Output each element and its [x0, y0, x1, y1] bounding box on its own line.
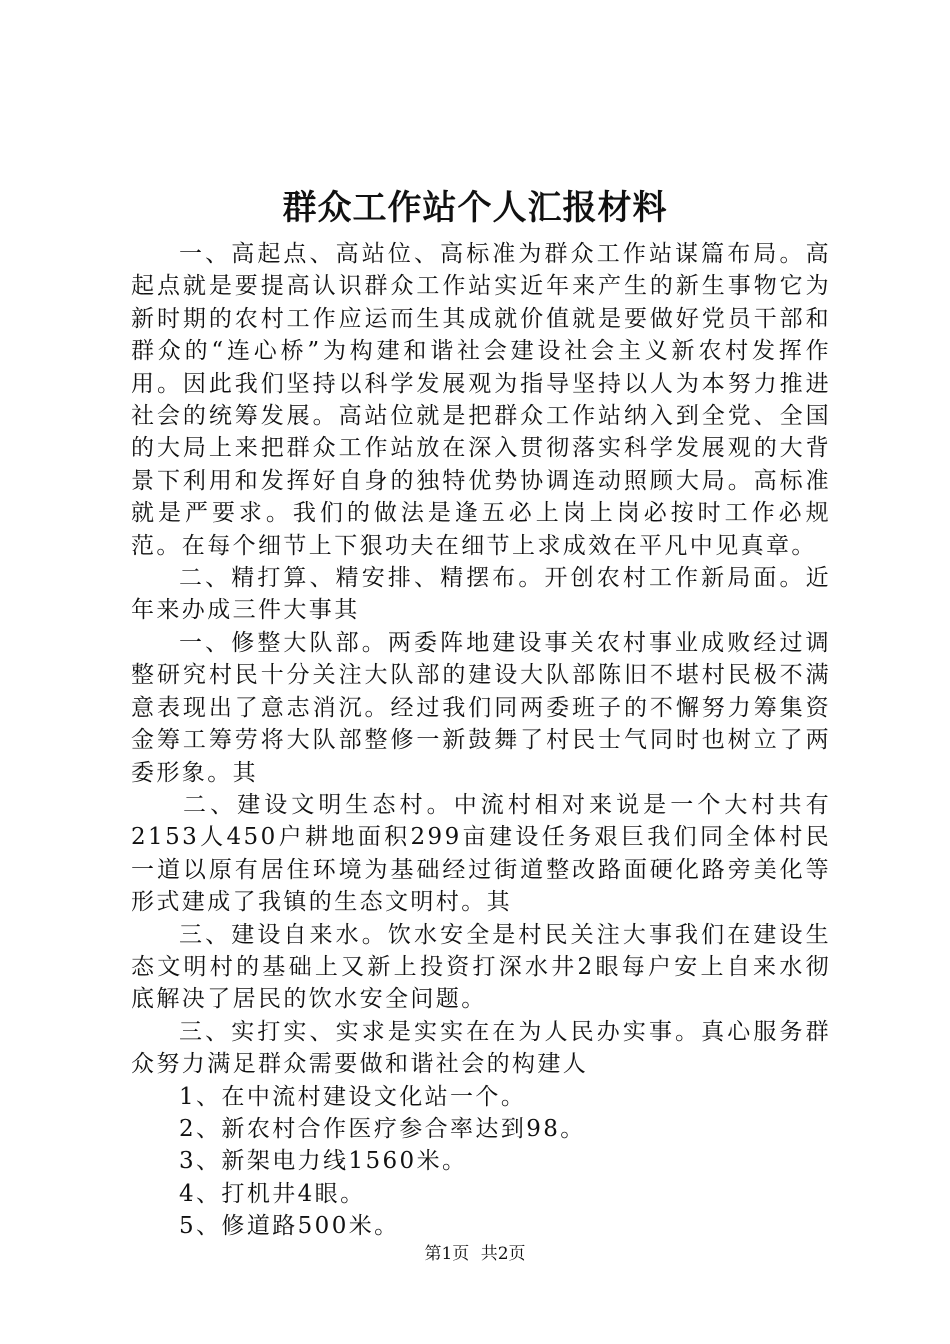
paragraph: 一、高起点、高站位、高标准为群众工作站谋篇布局。高起点就是要提高认识群众工作站实近年来产生的新生事物它为新时期的农村工作应运而生其成就价值就是要做好党员干部和群众的“连心桥”为构建和谐社会建设社会主义新农村发挥作用。因此我们坚持以科学发展观为指导坚持以人为本努力推进社会的统筹发展。高站位就是把群众工作站纳入到全党、全国的大局上来把群众工作站放在深入贯彻落实科学发展观的大背景下利用和发挥好自身的独特优势协调连动照顾大局。高标准就是严要求。我们的做法是逢五必上岗上岗必按时工作必规范。在每个细节上下狠功夫在细节上求成效在平凡中见真章。	[131, 241, 831, 559]
paragraph: 二、精打算、精安排、精摆布。开创农村工作新局面。近年来办成三件大事其	[131, 565, 831, 624]
paragraph: 一、修整大队部。两委阵地建设事关农村事业成败经过调整研究村民十分关注大队部的建设大队部陈旧不堪村民极不满意表现出了意志消沉。经过我们同两委班子的不懈努力筹集资金筹工筹劳将大队部整修一新鼓舞了村民士气同时也树立了两委形象。其	[131, 629, 831, 786]
page-total: 共2页	[480, 1244, 526, 1264]
paragraph: 二、建设文明生态村。中流村相对来说是一个大村共有2153人450户耕地面积299亩建设任务艰巨我们同全体村民一道以原有居住环境为基础经过街道整改路面硬化路旁美化等形式建成了我镇的生态文明村。其	[131, 791, 831, 916]
paragraph: 三、实打实、实求是实实在在为人民办实事。真心服务群众努力满足群众需要做和谐社会的构建人	[131, 1018, 831, 1078]
paragraph: 三、建设自来水。饮水安全是村民关注大事我们在建设生态文明村的基础上又新上投资打深水井2眼每户安上自来水彻底解决了居民的饮水安全问题。	[131, 921, 831, 1013]
list-item: 3、新架电力线1560米。	[179, 1148, 468, 1175]
document-title: 群众工作站个人汇报材料	[282, 188, 668, 228]
page-number: 第1页	[424, 1244, 470, 1264]
list-item: 2、新农村合作医疗参合率达到98。	[179, 1115, 586, 1142]
list-item: 1、在中流村建设文化站一个。	[179, 1083, 527, 1110]
list-item: 5、修道路500米。	[179, 1213, 400, 1240]
list-item: 4、打机井4眼。	[179, 1180, 366, 1207]
page-footer	[0, 1243, 950, 1265]
document-body	[131, 238, 831, 1243]
